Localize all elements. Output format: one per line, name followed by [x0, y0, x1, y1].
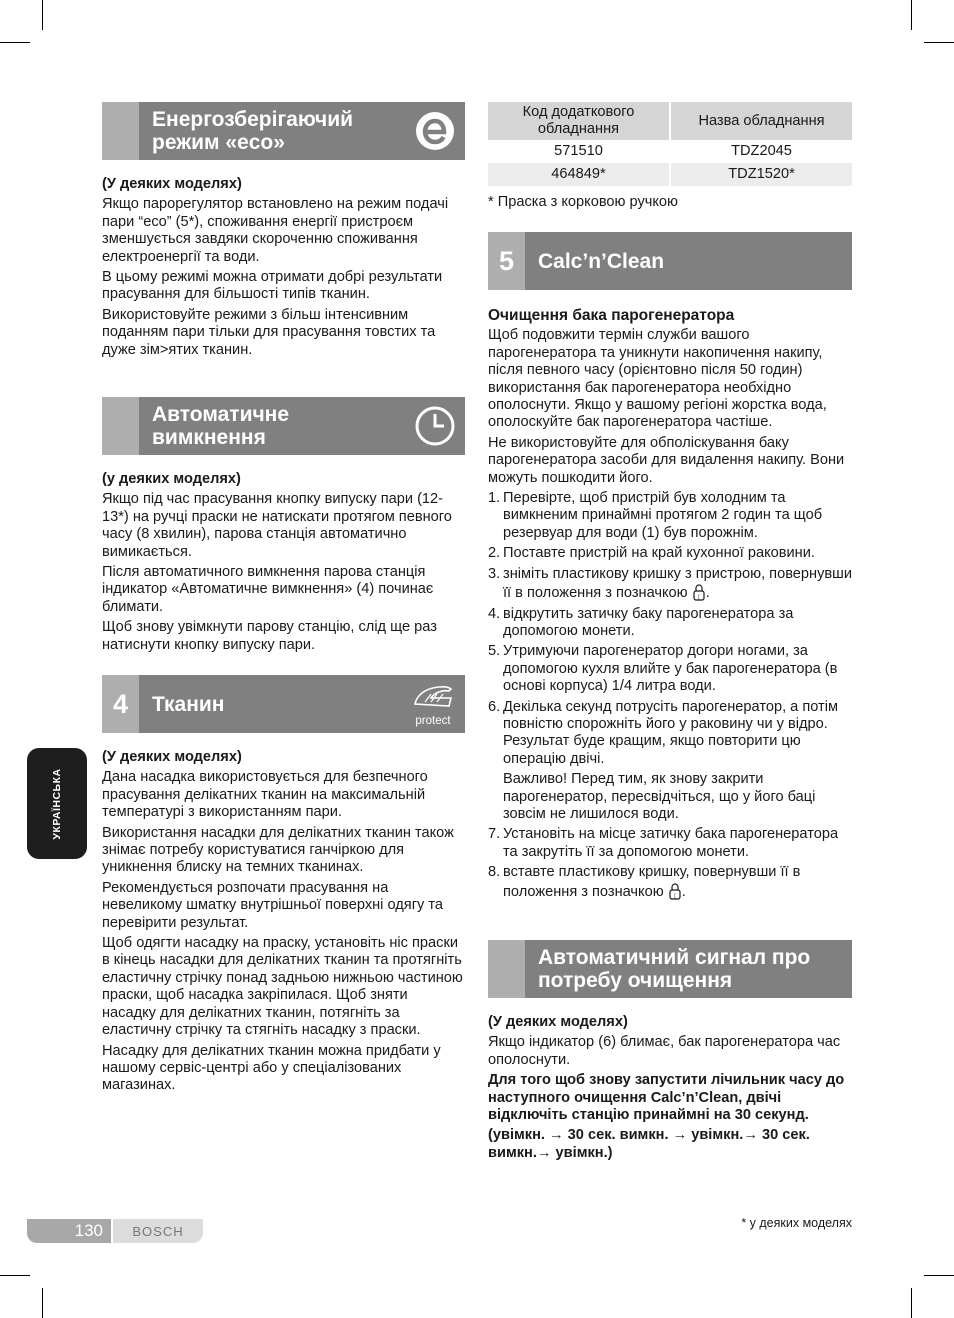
paragraph: Використання насадки для делікатних тканин також знімає потребу користуватися ганчіркою для уникнення блиску на темних тканинах. — [102, 824, 454, 876]
list-item — [488, 545, 852, 562]
auto-off-note: (у деяких моделях) — [102, 471, 241, 487]
list-item — [488, 826, 852, 861]
calc-section-header — [488, 232, 852, 290]
step-number: 3. — [488, 565, 501, 582]
crop-mark — [924, 1275, 954, 1276]
list-item — [488, 606, 852, 641]
paragraph: Після автоматичного вимкнення парова станція індикатор «Автоматичне вимкнення» (4) починає блимати. — [102, 564, 434, 615]
language-label: УКРАЇНСЬКА — [51, 767, 63, 840]
fabrics-section-header — [102, 675, 465, 733]
iron-protect-icon — [405, 679, 461, 729]
lock-icon — [692, 583, 706, 601]
section-number: 4 — [102, 675, 139, 733]
paragraph: Щоб одягти насадку на праску, установіть ніс праски в кінець насадки для делікатних тканин та протягніть еластичну стрічку понад задньою нижньою частиною праски, щоб насадка закріпилася. Щоб зняти насадку для делікатних тканин, потягніть за еластичну стрічку та стягніть насадку з праски. — [102, 935, 463, 1039]
step-extra: Важливо! Перед тим, як знову закрити парогенератор, пересвідчіться, що у його баці зовсім не лишилося води. — [503, 771, 816, 822]
signal-body — [488, 1014, 852, 1165]
step-tail: . — [705, 585, 710, 602]
step-text: зніміть пластикову кришку з пристрою, повернувши її в положення з позначкою — [503, 565, 852, 602]
step-tail: . — [681, 883, 686, 900]
signal-note: (У деяких моделях) — [488, 1014, 628, 1030]
step-number: 5. — [488, 643, 501, 660]
eco-section-header — [102, 102, 465, 160]
paragraph: Дана насадка використовується для безпечного прасування делікатних тканин на максимальній температурі з використанням пари. — [102, 769, 428, 821]
signal-section-header — [488, 940, 852, 998]
list-item — [488, 864, 852, 901]
fabrics-body — [102, 749, 465, 1098]
paragraph: Якщо під час прасування кнопку випуску пари (12-13*) на ручці праски не натискати протягом певного часу (8 хвилин), парова станція автоматично вимикається. — [102, 491, 452, 560]
auto-off-title: Автоматичне вимкнення — [152, 403, 290, 449]
table-cell: TDZ2045 — [731, 143, 792, 159]
calc-subtitle: Очищення бака парогенератора — [488, 307, 735, 324]
page-number: 130 — [27, 1219, 111, 1243]
paragraph: Щоб подовжити термін служби вашого парогенератора та уникнути накопичення накипу, після певного часу (орієнтовно після 50 годин) використання бак парогенератора необхідно ополоснути. Якщо у вашому регіоні жорстка вода, ополоскуйте бак парогенератора частіше. — [488, 327, 827, 431]
accessories-table — [486, 102, 854, 186]
calc-steps — [488, 490, 852, 901]
table-cell: 464849* — [488, 163, 669, 186]
footer-note: * у деяких моделях — [741, 1216, 852, 1230]
paragraph: Не використовуйте для обполіскування баку парогенератора засоби для видалення накипу. Вони можуть пошкодити його. — [488, 434, 845, 486]
step-text: Утримуючи парогенератор догори ногами, за допомогою кухля влийте у бак парогенератора (в основі корпуса) 1/4 литра води. — [503, 643, 838, 695]
list-item — [488, 699, 852, 824]
crop-mark — [0, 42, 30, 43]
crop-mark — [42, 0, 43, 30]
step-number: 6. — [488, 698, 501, 715]
section-number: 5 — [488, 232, 525, 290]
paragraph: Щоб знову увімкнути парову станцію, слід ще раз натиснути кнопку випуску пари. — [102, 619, 437, 653]
calc-body — [488, 307, 852, 904]
crop-mark — [911, 0, 912, 30]
table-cell: TDZ1520* — [671, 163, 852, 186]
signal-title: Автоматичний сигнал про потребу очищення — [538, 946, 811, 992]
clock-icon — [413, 404, 457, 448]
list-item — [488, 490, 852, 542]
step-text: Перевірте, щоб пристрій був холодним та вимкненим принаймні протягом 2 годин та щоб резервуар для води (1) був порожнім. — [503, 490, 823, 541]
paragraph: Якщо індикатор (6) блимає, бак парогенератора час ополоснути. — [488, 1034, 841, 1068]
eco-body — [102, 176, 465, 362]
list-item — [488, 566, 852, 603]
crop-mark — [911, 1288, 912, 1318]
crop-mark — [924, 42, 954, 43]
signal-reset-info: Для того щоб знову запустити лічильник часу до наступного очищення Calc’n’Clean, двічі відключіть станцію принаймні на 30 секунд. — [488, 1072, 845, 1124]
crop-mark — [0, 1275, 30, 1276]
crop-mark — [42, 1288, 43, 1318]
table-header-row — [488, 102, 852, 140]
fabrics-note: (У деяких моделях) — [102, 749, 242, 765]
table-cell: 571510 — [554, 143, 603, 159]
paragraph: В цьому режимі можна отримати добрі результати прасування для більшості типів тканин. — [102, 269, 443, 303]
svg-text:[: [ — [697, 594, 700, 601]
step-text: вставте пластикову кришку, повернувши її в положення з позначкою — [503, 864, 801, 900]
table-row — [488, 140, 852, 163]
svg-text:[: [ — [674, 893, 676, 900]
list-item — [488, 643, 852, 695]
protect-label: protect — [415, 715, 451, 727]
calc-title: Calc’n’Clean — [538, 249, 665, 273]
accessories-footnote: * Праска з корковою ручкою — [488, 194, 678, 210]
signal-sequence: (увімкн. → 30 сек. вимкн. → увімкн.→ 30 сек. вимкн.→ увімкн.) — [488, 1127, 810, 1161]
step-text: Установіть на місце затичку бака парогенератора та закрутіть її за допомогою монети. — [503, 826, 839, 860]
auto-off-body — [102, 471, 465, 657]
table-header-code: Код додаткового обладнання — [488, 102, 669, 140]
header-tab — [488, 940, 525, 998]
paragraph: Рекомендується розпочати прасування на невеликому шматку внутрішньої поверхні одягу та перевірити результат. — [102, 879, 444, 931]
eco-e-icon — [413, 109, 457, 153]
paragraph: Використовуйте режими з більш інтенсивним поданням пари тільки для прасування товстих та дуже зім>ятих тканин. — [102, 306, 436, 358]
lock-icon — [668, 882, 682, 900]
step-number: 1. — [488, 490, 501, 507]
header-tab — [102, 102, 139, 160]
step-text: відкрутить затичку баку парогенератора за допомогою монети. — [503, 605, 794, 639]
brand-label: BOSCH — [113, 1219, 203, 1243]
eco-note: (У деяких моделях) — [102, 176, 242, 192]
step-number: 4. — [488, 605, 501, 622]
step-number: 8. — [488, 864, 501, 881]
paragraph: Насадку для делікатних тканин можна придбати у нашому сервіс-центрі або у спеціалізованих магазинах. — [102, 1042, 441, 1094]
language-tab — [27, 748, 87, 859]
table-row — [488, 163, 852, 186]
step-number: 7. — [488, 826, 501, 843]
table-header-name: Назва обладнання — [671, 102, 852, 140]
auto-off-section-header — [102, 397, 465, 455]
step-text: Поставте пристрій на край кухонної раковини. — [503, 545, 815, 562]
step-number: 2. — [488, 545, 501, 562]
header-tab — [102, 397, 139, 455]
step-text: Декілька секунд потрусіть парогенератор, а потім повністю спорожніть його у раковину чи у відро. Результат буде кращим, якщо повторити цю операцію двічі. — [503, 698, 839, 767]
paragraph: Якщо парорегулятор встановлено на режим подачі пари “eco” (5*), споживання енергії пристроєм зменшується завдяки скороченню споживання електроенергії та води. — [102, 196, 449, 265]
eco-title: Енергозберігаючий режим «eco» — [152, 108, 354, 154]
fabrics-title: Тканин — [152, 692, 225, 716]
